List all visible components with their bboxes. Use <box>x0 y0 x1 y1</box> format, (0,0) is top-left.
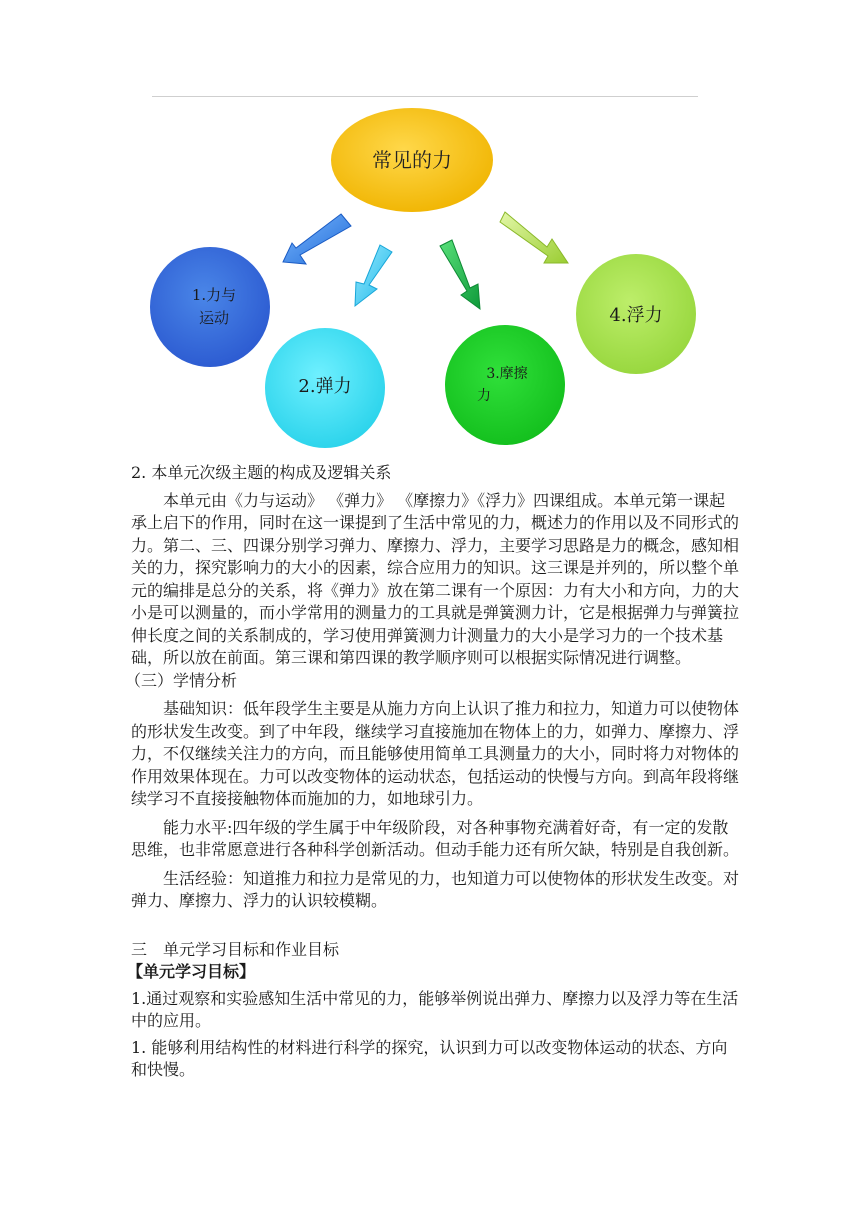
section3-heading: （三）学情分析 <box>125 670 238 690</box>
node-3-label-line2: 力 <box>477 388 491 404</box>
arrow-to-node-3 <box>440 240 480 309</box>
node-3-label-line1: 3.摩擦 <box>486 366 528 382</box>
section4-heading: 三 单元学习目标和作业目标 <box>131 939 340 959</box>
goal-item-2: 1. 能够利用结构性的材料进行科学的探究，认识到力可以改变物体运动的状态、方向和快慢。 <box>131 1037 728 1079</box>
body-text <box>125 462 741 1082</box>
arrow-to-node-4 <box>500 212 568 263</box>
section3-paragraph-1: 基础知识：低年段学生主要是从施力方向上认识了推力和拉力，知道力可以使物体的形状发生改变。到了中年段，继续学习直接施加在物体上的力，如弹力、摩擦力、浮力，不仅继续关注力的方向，而且能够使用简单工具测量力的大小，同时将力对物体的作用效果体现在。力可以改变物体的运动状态，包括运动的快慢与方向。到高年段将继续学习不直接接触物体而施加的力，如地球引力。 <box>131 699 740 808</box>
section3-paragraph-3: 生活经验：知道推力和拉力是常见的力，也知道力可以使物体的形状发生改变。对弹力、摩擦力、浮力的认识较模糊。 <box>131 868 740 910</box>
node-2-label: 2.弹力 <box>298 376 352 397</box>
node-1 <box>150 247 270 367</box>
center-label: 常见的力 <box>372 148 452 172</box>
goal-item-1: 1.通过观察和实验感知生活中常见的力，能够举例说出弹力、摩擦力以及浮力等在生活中的应用。 <box>131 988 739 1030</box>
section3-paragraph-2: 能力水平:四年级的学生属于中年级阶段，对各种事物充满着好奇，有一定的发散思维，也非常愿意进行各种科学创新活动。但动手能力还有所欠缺，特别是自我创新。 <box>131 817 740 859</box>
section4-subheading: 【单元学习目标】 <box>127 962 256 981</box>
node-1-label-line1: 1.力与 <box>191 286 237 304</box>
arrow-to-node-1 <box>283 214 351 264</box>
section2-paragraph: 本单元由《力与运动》 《弹力》 《摩擦力》《浮力》四课组成。本单元第一课起承上启下的作用，同时在这一课提到了生活中常见的力，概述力的作用以及不同形式的力。第二、三、四课分别学习弹力、摩擦力、浮力，主要学习思路是力的概念，感知相关的力，探究影响力的大小的因素，综合应用力的知识。这三课是并列的，所以整个单元的编排是总分的关系，将《弹力》放在第二课有一个原因：力有大小和方向，力的大小是可以测量的，而小学常用的测量力的工具就是弹簧测力计，它是根据弹力与弹簧拉伸长度之间的关系制成的，学习使用弹簧测力计测量力的大小是学习力的一个技术基础，所以放在前面。第三课和第四课的教学顺序则可以根据实际情况进行调整。 <box>131 490 740 667</box>
node-1-label-line2: 运动 <box>198 309 230 327</box>
section2-heading: 2. 本单元次级主题的构成及逻辑关系 <box>131 463 392 482</box>
node-3 <box>445 325 565 445</box>
forces-diagram <box>0 100 860 450</box>
arrow-to-node-2 <box>355 245 392 306</box>
header-rule <box>152 96 698 97</box>
node-4-label: 4.浮力 <box>609 305 663 326</box>
